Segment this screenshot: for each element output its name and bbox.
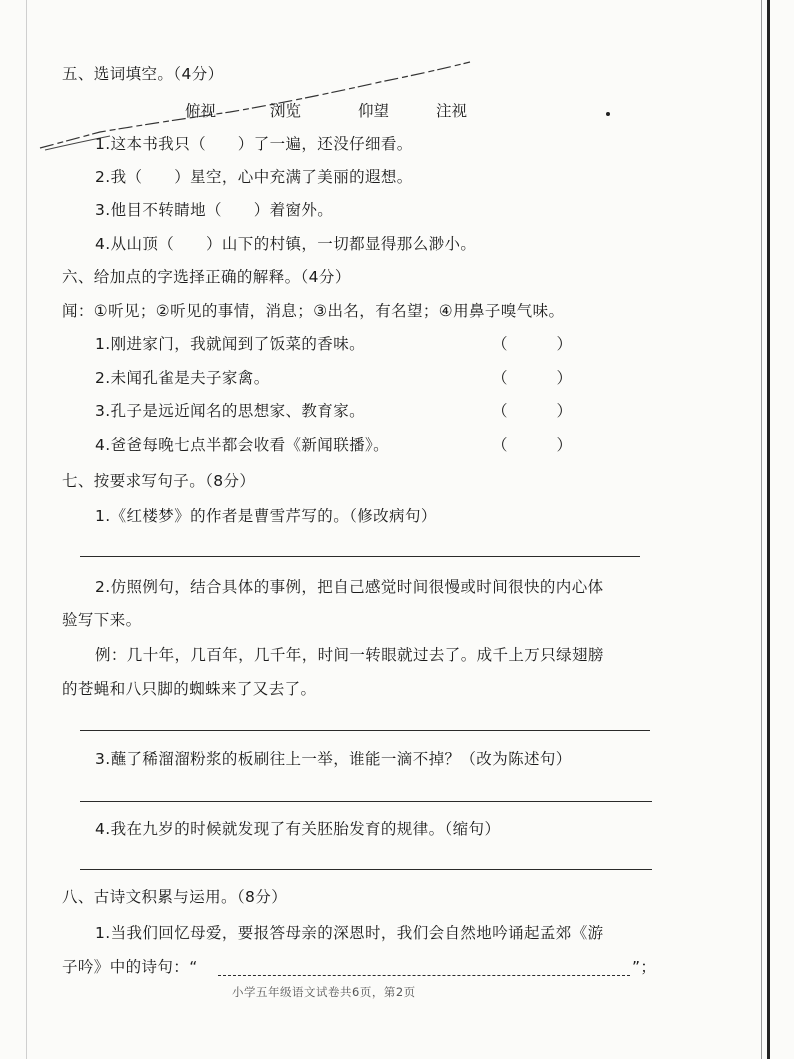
word-option-1: 俯视 <box>185 102 217 120</box>
word-option-3: 仰望 <box>358 102 390 120</box>
section7-question-2-line1: 2.仿照例句，结合具体的事例，把自己感觉时间很慢或时间很快的内心体 <box>95 578 604 596</box>
section6-item-1: 1.刚进家门，我就闻到了饭菜的香味。 <box>95 335 365 353</box>
section6-answer-1[interactable]: （ ） <box>492 335 579 353</box>
answer-line-q4[interactable] <box>80 869 652 870</box>
page-footer: 小学五年级语文试卷共6页，第2页 <box>232 985 416 999</box>
section7-question-4: 4.我在九岁的时候就发现了有关胚胎发育的规律。（缩句） <box>95 820 501 838</box>
section6-definition: 闻：①听见；②听见的事情，消息；③出名，有名望；④用鼻子嗅气味。 <box>62 302 565 320</box>
answer-line-q2[interactable] <box>80 730 650 731</box>
section5-item-1: 1.这本书我只（ ）了一遍，还没仔细看。 <box>95 135 413 153</box>
section6-item-4: 4.爸爸每晚七点半都会收看《新闻联播》。 <box>95 436 390 454</box>
section6-heading: 六、给加点的字选择正确的解释。（4分） <box>62 268 351 286</box>
section7-question-1: 1.《红楼梦》的作者是曹雪芹写的。（修改病句） <box>95 507 437 525</box>
answer-line-q3[interactable] <box>80 801 652 802</box>
section6-answer-2[interactable]: （ ） <box>492 369 579 387</box>
section6-item-2: 2.未闻孔雀是夫子家禽。 <box>95 369 270 387</box>
speck-mark <box>606 112 610 116</box>
section7-question-2-line2: 验写下来。 <box>62 611 142 629</box>
section6-answer-3[interactable]: （ ） <box>492 402 579 420</box>
section6-answer-4[interactable]: （ ） <box>492 436 579 454</box>
section8-question-1-prefix: 子吟》中的诗句：“ <box>62 958 198 976</box>
word-option-2: 浏览 <box>270 102 302 120</box>
section7-example-line1: 例：几十年，几百年，几千年，时间一转眼就过去了。成千上万只绿翅膀 <box>95 646 604 664</box>
section7-example-line2: 的苍蝇和八只脚的蜘蛛来了又去了。 <box>62 680 317 698</box>
section6-item-3: 3.孔子是远近闻名的思想家、教育家。 <box>95 402 365 420</box>
section8-heading: 八、古诗文积累与运用。（8分） <box>62 888 288 906</box>
section8-question-1-suffix: ”； <box>632 958 657 976</box>
section8-question-1-line1: 1.当我们回忆母爱，要报答母亲的深恩时，我们会自然地吟诵起孟郊《游 <box>95 924 604 942</box>
poem-answer-line[interactable] <box>218 975 630 976</box>
section7-question-3: 3.蘸了稀溜溜粉浆的板刷往上一举，谁能一滴不掉？（改为陈述句） <box>95 750 572 768</box>
answer-line-q1[interactable] <box>80 556 640 557</box>
section7-heading: 七、按要求写句子。（8分） <box>62 472 256 490</box>
section5-heading: 五、选词填空。（4分） <box>62 65 224 83</box>
section5-item-2: 2.我（ ）星空，心中充满了美丽的遐想。 <box>95 168 413 186</box>
section5-item-4: 4.从山顶（ ）山下的村镇，一切都显得那么渺小。 <box>95 235 477 253</box>
word-option-4: 注视 <box>436 102 468 120</box>
section5-item-3: 3.他目不转睛地（ ）着窗外。 <box>95 201 334 219</box>
